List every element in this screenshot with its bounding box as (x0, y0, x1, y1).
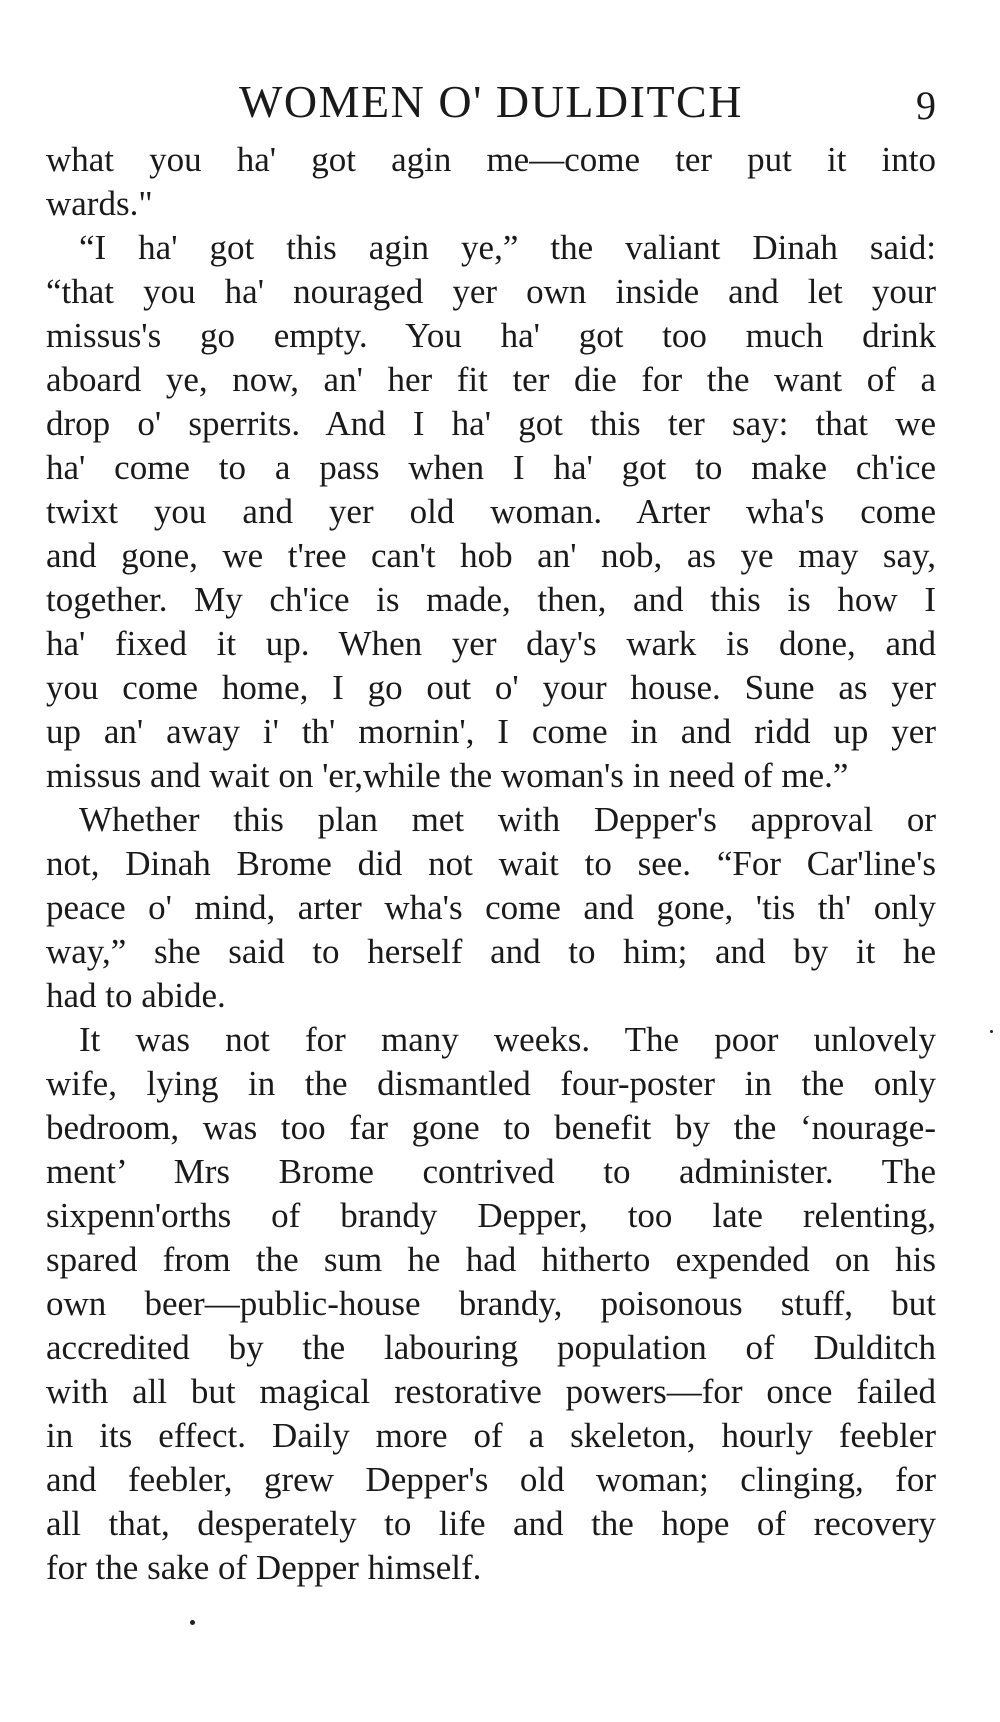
text-line: way,” she said to herself and to him; and by it he (46, 932, 936, 971)
text-line: you come home, I go out o' your house. Sune as yer (46, 668, 936, 707)
running-head (46, 72, 936, 132)
text-line: bedroom, was too far gone to benefit by the ‘nourage- (46, 1108, 936, 1147)
text-line: twixt you and yer old woman. Arter wha's come (46, 492, 936, 531)
text-line: for the sake of Depper himself. (46, 1548, 482, 1587)
page-number: 9 (916, 83, 936, 128)
running-title: WOMEN O' DULDITCH (239, 76, 743, 127)
text-line: ha' come to a pass when I ha' got to make ch'ice (46, 448, 936, 487)
text-line: spared from the sum he had hitherto expended on his (46, 1240, 936, 1279)
text-line: missus's go empty. You ha' got too much drink (46, 316, 936, 355)
text-line: “that you ha' nouraged yer own inside and let your (46, 272, 936, 311)
text-line: ha' fixed it up. When yer day's wark is done, and (46, 624, 936, 663)
text-line: peace o' mind, arter wha's come and gone, 'tis th' only (46, 888, 936, 927)
text-line: missus and wait on 'er,while the woman's in need of me.” (46, 756, 849, 795)
text-line: sixpenn'orths of brandy Depper, too late relenting, (46, 1196, 936, 1235)
text-line: what you ha' got agin me—come ter put it into (46, 140, 936, 179)
text-line: not, Dinah Brome did not wait to see. “For Car'line's (46, 844, 936, 883)
text-line: up an' away i' th' mornin', I come in and ridd up yer (46, 712, 936, 751)
text-line: with all but magical restorative powers—for once failed (46, 1372, 936, 1411)
text-line: wards." (46, 184, 153, 223)
text-line: drop o' sperrits. And I ha' got this ter say: that we (46, 404, 936, 443)
text-line: ment’ Mrs Brome contrived to administer. The (46, 1152, 936, 1191)
text-line: accredited by the labouring population of Dulditch (46, 1328, 936, 1367)
text-line: together. My ch'ice is made, then, and this is how I (46, 580, 936, 619)
text-line: It was not for many weeks. The poor unlovely (79, 1020, 936, 1059)
text-line: aboard ye, now, an' her fit ter die for the want of a (46, 360, 936, 399)
text-line: all that, desperately to life and the hope of recovery (46, 1504, 936, 1543)
ink-speck (190, 1620, 195, 1625)
text-line: had to abide. (46, 976, 226, 1015)
text-line: and feebler, grew Depper's old woman; clinging, for (46, 1460, 936, 1499)
text-line: in its effect. Daily more of a skeleton, hourly feebler (46, 1416, 936, 1455)
body-text (46, 138, 936, 1590)
text-line: and gone, we t'ree can't hob an' nob, as ye may say, (46, 536, 936, 575)
ink-speck (990, 1030, 993, 1033)
text-line: “I ha' got this agin ye,” the valiant Dinah said: (79, 228, 936, 267)
text-line: Whether this plan met with Depper's approval or (79, 800, 936, 839)
text-line: own beer—public-house brandy, poisonous stuff, but (46, 1284, 936, 1323)
text-line: wife, lying in the dismantled four-poster in the only (46, 1064, 936, 1103)
